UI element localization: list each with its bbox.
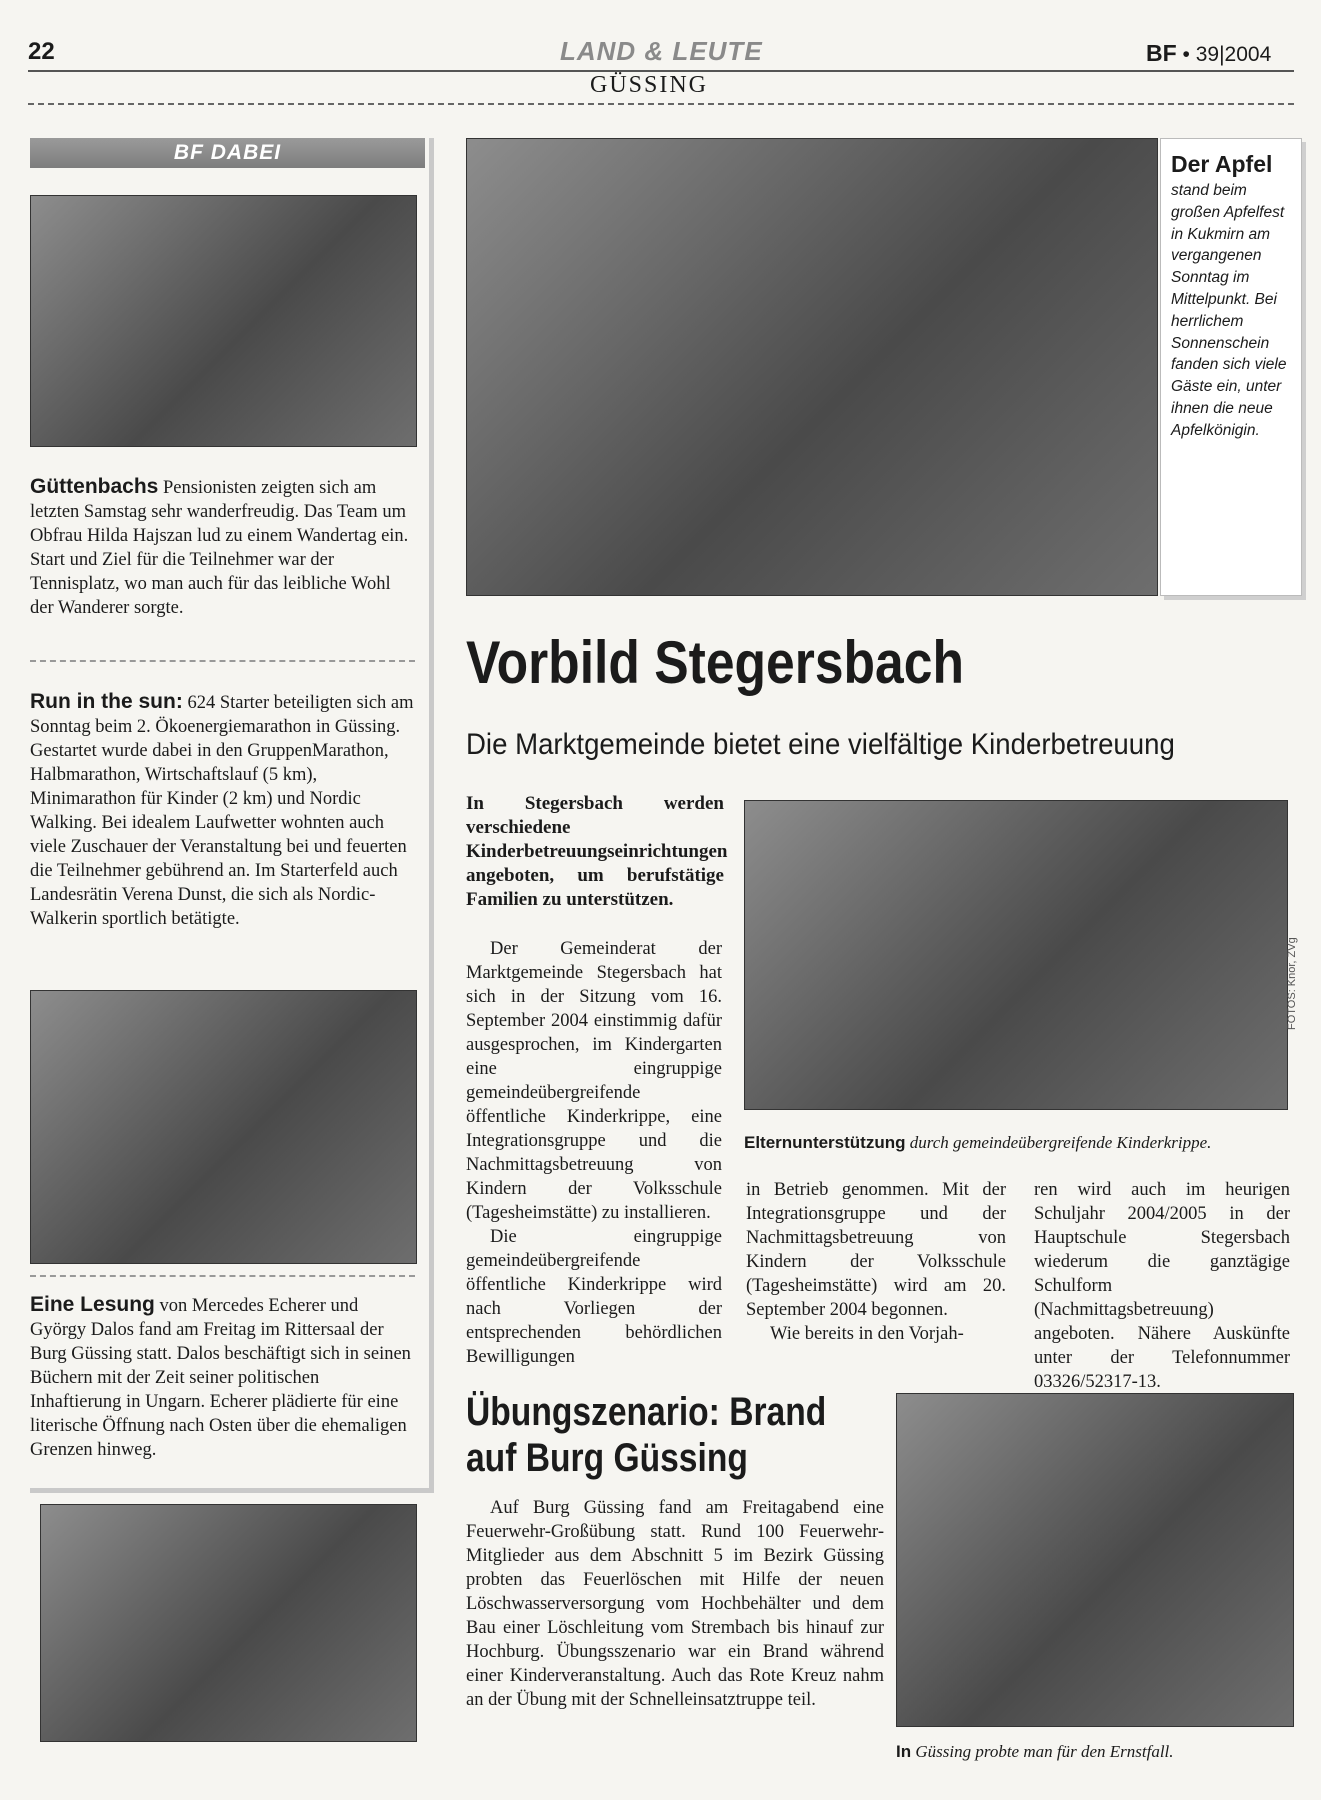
paragraph: Wie bereits in den Vorjah- xyxy=(770,1324,964,1344)
article2-text: Auf Burg Güssing fand am Freitagabend eine Feuerwehr-Großübung statt. Rund 100 Feuerwehr-Mitglieder aus dem Abschnitt 5 im Bezirk Güssing probten das Feuerlöschen mit Hilfe der neuen Löschwasserversorgung vom Hochbehälter und dem Bau einer Löschleitung vom Strembach bis hinauf zur Hochburg. Übungsszenario war ein Brand während einer Kinderveranstaltung. Auch das Rote Kreuz nahm an der Übung mit der Schnelleinsatztruppe teil. xyxy=(466,1498,884,1710)
sidebar-label: BF DABEI xyxy=(30,138,425,168)
photo-credit: FOTOS: Knor, ZVg xyxy=(1286,937,1298,1030)
issue-info xyxy=(1146,40,1271,67)
section-title: LAND & LEUTE xyxy=(560,36,763,66)
article-column-2 xyxy=(746,1178,1006,1346)
page-number: 22 xyxy=(28,38,55,65)
apfel-caption-text: stand beim großen Apfelfest in Kukmirn am vergangenen Sonntag im Mittelpunkt. Bei herrlichem Sonnenschein fanden sich viele Gäste ein, unter ihnen die neue Apfelkönigin. xyxy=(1171,182,1287,439)
place-title: GÜSSING xyxy=(590,72,709,98)
photo-children xyxy=(744,800,1288,1110)
article-intro: In Stegersbach werden verschiedene Kinderbetreuungseinrichtungen angeboten, um berufstätige Familien zu unterstützen. xyxy=(466,793,728,910)
apfel-caption-title: Der Apfel xyxy=(1171,151,1273,177)
sidebar-item-text: von Mercedes Echerer und György Dalos fand am Freitag im Rittersaal der Burg Güssing statt. Dalos beschäftigt sich in seinen Büchern mit der Zeit seiner politischen Inhaftierung in Ungarn. Echerer plädierte für eine literische Öffnung nach Osten über die ehemaligen Grenzen hinweg. xyxy=(30,1296,411,1460)
apfel-caption-box xyxy=(1160,138,1302,596)
photo-apple-festival xyxy=(466,138,1158,596)
paper-name: BF xyxy=(1146,40,1177,66)
bullet-separator: • xyxy=(1182,43,1190,66)
sidebar-item-lead: Run in the sun: xyxy=(30,690,183,713)
caption-text: durch gemeindeübergreifende Kinderkrippe. xyxy=(909,1133,1212,1152)
sidebar-item-lead: Eine Lesung xyxy=(30,1293,155,1316)
sidebar-item-hikers xyxy=(30,475,415,620)
caption-lead: Elternunterstützung xyxy=(744,1133,906,1152)
paragraph: Der Gemeinderat der Marktgemeinde Stegersbach hat sich in der Sitzung vom 16. September 2004 einstimmig dafür ausgesprochen, im Kindergarten eine eingruppige gemeindeübergreifende öffentliche Kinderkrippe, eine Integrationsgruppe und die Nachmittagsbetreuung von Kindern der Volksschule (Tagesheimstätte) zu installieren. xyxy=(466,939,722,1223)
sidebar-separator xyxy=(30,1275,415,1277)
sidebar-item-marathon xyxy=(30,690,415,931)
sidebar-separator xyxy=(30,660,415,662)
article2-headline-line2: auf Burg Güssing xyxy=(466,1436,748,1480)
photo-runners xyxy=(30,990,417,1264)
article2-headline-line1: Übungszenario: Brand xyxy=(466,1390,827,1434)
photo-hikers xyxy=(30,195,417,447)
article-headline: Vorbild Stegersbach xyxy=(466,629,964,696)
issue-number: 39|2004 xyxy=(1195,43,1272,66)
header-dashed-rule xyxy=(28,103,1294,105)
article-column-3: ren wird auch im heurigen Schuljahr 2004/2005 in der Hauptschule Stegersbach wiederum die ganztägige Schulform (Nachmittagsbetreuung) angeboten. Nähere Auskünfte unter der Telefonnummer 03326/52317-13. xyxy=(1034,1180,1290,1392)
paragraph: in Betrieb genommen. Mit der Integrationsgruppe und der Nachmittagsbetreuung von Kindern der Volksschule (Tagesheimstätte) wird am 20. September 2004 begonnen. xyxy=(746,1180,1006,1320)
photo-fire-drill xyxy=(896,1393,1294,1727)
photo-reading xyxy=(40,1504,417,1742)
sidebar-item-lead: Güttenbachs xyxy=(30,475,159,498)
sidebar-item-text: 624 Starter beteiligten sich am Sonntag beim 2. Ökoenergiemarathon in Güssing. Gestartet wurde dabei in den GruppenMarathon, Halbmarathon, Wirtschaftslauf (5 km), Minimarathon für Kinder (2 km) und Nordic Walking. Bei idealem Laufwetter wohnten auch viele Zuschauer der Veranstaltung bei und feuerten die Teilnehmer gebührend an. Im Starterfeld auch Landesrätin Verena Dunst, die sich als Nordic-Walkerin sportlich betätigte. xyxy=(30,693,414,929)
sidebar-item-reading xyxy=(30,1293,415,1462)
caption-lead: In xyxy=(896,1742,912,1761)
fire-photo-caption xyxy=(896,1742,1296,1762)
article-column-1 xyxy=(466,937,722,1369)
paragraph: Die eingruppige gemeindeübergreifende öffentliche Kinderkrippe wird nach Vorliegen der entsprechenden behördlichen Bewilligungen xyxy=(466,1227,722,1367)
article-subheadline: Die Marktgemeinde bietet eine vielfältige Kinderbetreuung xyxy=(466,728,1175,761)
children-photo-caption xyxy=(744,1133,1294,1153)
caption-text: Güssing probte man für den Ernstfall. xyxy=(915,1742,1174,1761)
sidebar-item-text: Pensionisten zeigten sich am letzten Samstag sehr wanderfreudig. Das Team um Obfrau Hilda Hajszan lud zu einem Wandertag ein. Start und Ziel für die Teilnehmer war der Tennisplatz, wo man auch für das leibliche Wohl der Wanderer sorgte. xyxy=(30,478,409,618)
